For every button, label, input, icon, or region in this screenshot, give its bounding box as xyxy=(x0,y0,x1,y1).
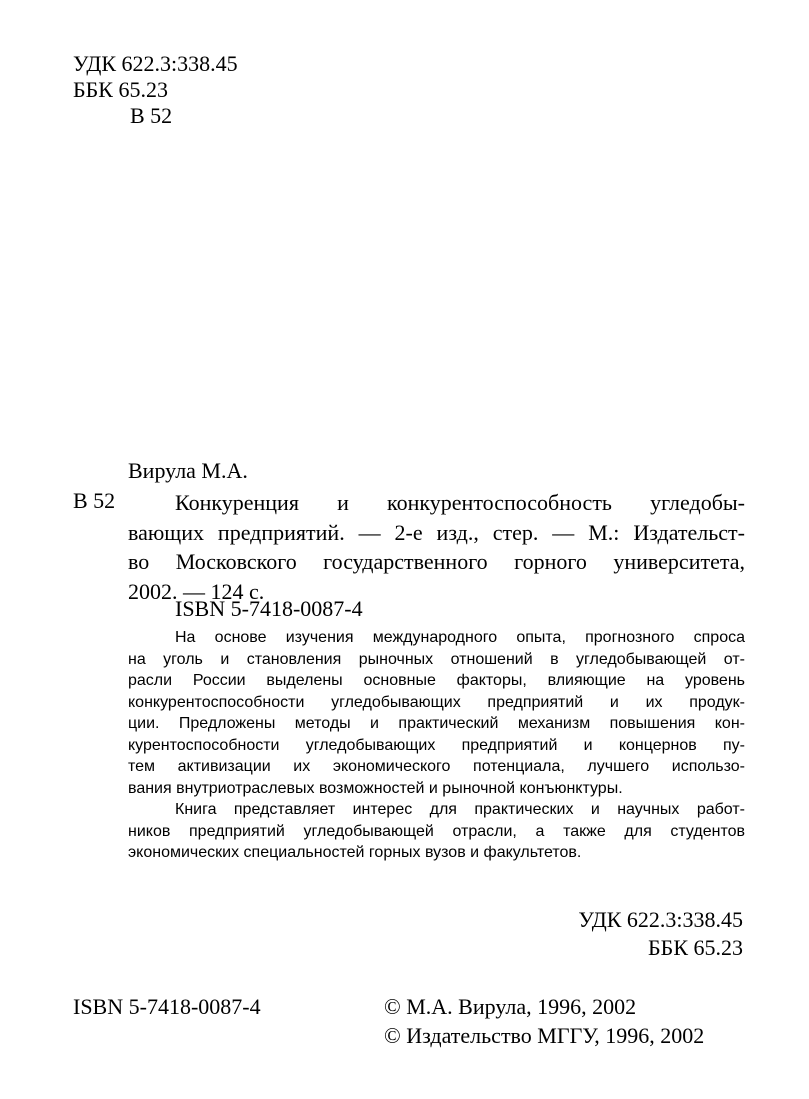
annotation-line: На основе изучения международного опыта, прогнозного спроса xyxy=(175,629,745,646)
copyright-publisher: © Издательство МГГУ, 1996, 2002 xyxy=(384,1023,705,1048)
annotation-line: вания внутриотраслевых возможностей и рыночной конъюнктуры. xyxy=(128,779,623,797)
classification-udk: УДК 622.3:338.45 xyxy=(578,907,743,932)
annotation xyxy=(128,627,745,864)
description-line: во Московского государственного горного университета, xyxy=(128,549,745,574)
header-bbk: ББК 65.23 xyxy=(73,77,168,102)
description-line: 2002. — 124 с. xyxy=(128,578,265,604)
description-line: вающих предприятий. — 2-е изд., стер. — М.: Издательст- xyxy=(128,519,745,545)
annotation-line: расли России выделены основные факторы, влияющие на уровень xyxy=(128,672,745,689)
annotation-line: конкурентоспособности угледобывающих предприятий и их продук- xyxy=(128,693,745,711)
header-cipher: В 52 xyxy=(130,103,173,128)
classification-bbk: ББК 65.23 xyxy=(648,935,743,960)
annotation-line: ции. Предложены методы и практический механизм повышения кон- xyxy=(128,715,745,732)
entry-isbn: ISBN 5-7418-0087-4 xyxy=(175,596,363,621)
author-name: Вирула М.А. xyxy=(128,458,248,483)
annotation-line: экономических специальностей горных вузов и факультетов. xyxy=(128,844,582,861)
footer-isbn: ISBN 5-7418-0087-4 xyxy=(73,994,261,1019)
annotation-line: Книга представляет интерес для практических и научных работ- xyxy=(175,801,745,818)
header-udk: УДК 622.3:338.45 xyxy=(73,51,238,76)
annotation-line: на уголь и становления рыночных отношений в угледобывающей от- xyxy=(128,650,745,668)
entry-cipher: В 52 xyxy=(73,488,116,513)
annotation-line: тем активизации их экономического потенциала, лучшего использо- xyxy=(128,758,745,775)
copyright-author: © М.А. Вирула, 1996, 2002 xyxy=(384,994,637,1019)
bibliographic-description xyxy=(128,488,745,606)
description-line: Конкуренция и конкурентоспособность угледобы- xyxy=(175,490,745,515)
annotation-line: курентоспособности угледобывающих предприятий и концернов пу- xyxy=(128,736,745,754)
annotation-line: ников предприятий угледобывающей отрасли, а также для студентов xyxy=(128,822,745,840)
